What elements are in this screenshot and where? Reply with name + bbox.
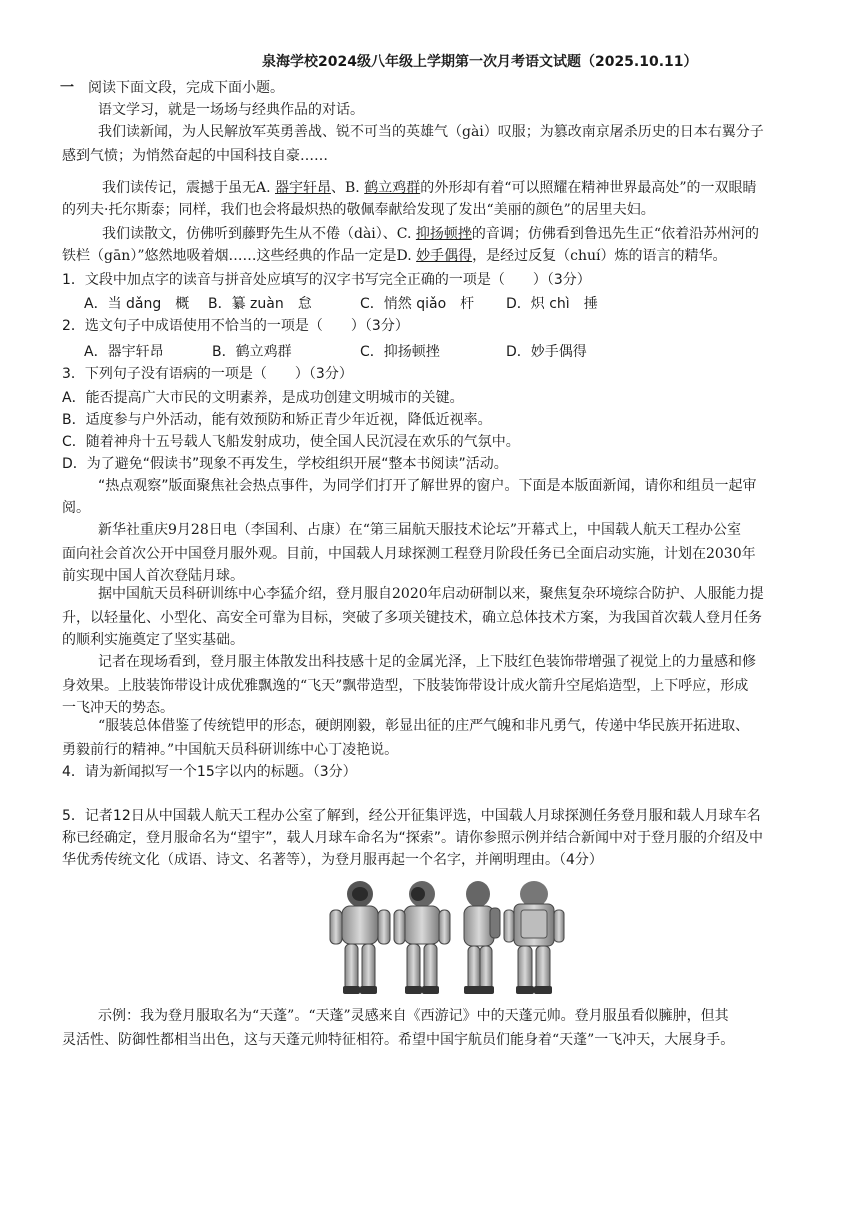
news-intro-line: 阅。 bbox=[62, 500, 90, 516]
question-1-option-a: A．当 dǎng 概 bbox=[84, 296, 190, 312]
passage-line: 语文学习，就是一场场与经典作品的对话。 bbox=[98, 102, 364, 118]
question-3-option-c: C．随着神舟十五号载人飞船发射成功，使全国人民沉浸在欢乐的气氛中。 bbox=[62, 434, 520, 450]
question-3-stem: 3．下列句子没有语病的一项是（ ）（3分） bbox=[62, 366, 353, 382]
question-1-option-d: D．炽 chì 捶 bbox=[506, 296, 598, 312]
question-2-stem: 2．选文句子中成语使用不恰当的一项是（ ）（3分） bbox=[62, 318, 409, 334]
question-1-stem: 1．文段中加点字的读音与拼音处应填写的汉字书写完全正确的一项是（ ）（3分） bbox=[62, 272, 591, 288]
question-1-option-b: B．纂 zuàn 怠 bbox=[208, 296, 312, 312]
news-line: 前实现中国人首次登陆月球。 bbox=[62, 568, 244, 584]
example-line: 示例：我为登月服取名为“天蓬”。“天蓬”灵感来自《西游记》中的天蓬元帅。登月服虽看似臃肿，但其 bbox=[98, 1008, 729, 1024]
idiom-a: 器宇轩昂 bbox=[275, 180, 332, 196]
question-1-option-c: C．悄然 qiǎo 杆 bbox=[360, 296, 475, 312]
passage-line bbox=[62, 246, 726, 266]
news-line: 勇毅前行的精神。”中国航天员科研训练中心丁凌艳说。 bbox=[62, 742, 399, 758]
spacesuit-icon bbox=[318, 878, 570, 996]
news-line: 据中国航天员科研训练中心李猛介绍，登月服自2020年启动研制以来，聚焦复杂环境综合防护、人服能力提 bbox=[98, 586, 764, 602]
text-span: 的外形却有着“可以照耀在精神世界最高处”的一双眼睛 bbox=[420, 180, 757, 196]
news-line: 升，以轻量化、小型化、高安全可靠为目标，突破了多项关键技术，确立总体技术方案，为我国首次载人登月任务 bbox=[62, 610, 762, 626]
page-title: 泉海学校2024级八年级上学期第一次月考语文试题（2025.10.11） bbox=[262, 54, 698, 70]
news-line: 记者在现场看到，登月服主体散发出科技感十足的金属光泽，上下肢红色装饰带增强了视觉上的力量感和修 bbox=[98, 654, 756, 670]
section-intro: 阅读下面文段，完成下面小题。 bbox=[88, 80, 284, 96]
spacesuit-front-icon bbox=[330, 881, 390, 994]
text-span: 我们读传记，震撼于虽无A. bbox=[102, 180, 276, 196]
text-span: 、B. bbox=[331, 180, 365, 196]
idiom-c: 抑扬顿挫 bbox=[415, 226, 472, 242]
text-span: ，是经过反复（chuí）炼的语言的精华。 bbox=[472, 248, 727, 264]
question-5-line: 称已经确定，登月服命名为“望宇”，载人月球车命名为“探索”。请你参照示例并结合新闻中对于登月服的介绍及中 bbox=[62, 830, 764, 846]
question-3-option-d: D．为了避免“假读书”现象不再发生，学校组织开展“整本书阅读”活动。 bbox=[62, 456, 508, 472]
question-2-option-d: D．妙手偶得 bbox=[506, 344, 587, 360]
passage-line bbox=[102, 178, 757, 198]
question-5-line: 5．记者12日从中国载人航天工程办公室了解到，经公开征集评选，中国载人月球探测任务登月服和载人月球车名 bbox=[62, 808, 761, 824]
question-3-option-a: A．能否提高广大市民的文明素养，是成功创建文明城市的关键。 bbox=[62, 390, 464, 406]
passage-line: 我们读新闻，为人民解放军英勇善战、锐不可当的英雄气（gài）叹服；为篡改南京屠杀历史的日本右翼分子 bbox=[98, 124, 764, 140]
idiom-d: 妙手偶得 bbox=[416, 248, 473, 264]
section-number: 一 bbox=[60, 80, 74, 96]
question-2-option-c: C．抑扬顿挫 bbox=[360, 344, 440, 360]
text-span: 铁栏（gān）”悠然地吸着烟……这些经典的作品一定是D. bbox=[62, 248, 417, 264]
question-3-option-b: B．适度参与户外活动，能有效预防和矫正青少年近视，降低近视率。 bbox=[62, 412, 492, 428]
spacesuit-back-icon bbox=[504, 881, 564, 994]
news-line: 的顺利实施奠定了坚实基础。 bbox=[62, 632, 244, 648]
question-4-stem: 4．请为新闻拟写一个15字以内的标题。（3分） bbox=[62, 764, 357, 780]
news-intro-line: “热点观察”版面聚焦社会热点事件，为同学们打开了解世界的窗户。下面是本版面新闻，请你和组员一起审 bbox=[98, 478, 757, 494]
passage-line: 的列夫·托尔斯泰；同样，我们也会将最炽热的敬佩奉献给发现了发出“美丽的颜色”的居里夫妇。 bbox=[62, 202, 655, 218]
idiom-b: 鹤立鸡群 bbox=[364, 180, 421, 196]
news-line: 新华社重庆9月28日电（李国利、占康）在“第三届航天服技术论坛”开幕式上，中国载人航天工程办公室 bbox=[98, 522, 742, 538]
spacesuit-figure bbox=[318, 878, 570, 996]
news-line: 一飞冲天的势态。 bbox=[62, 700, 174, 716]
question-2-option-b: B．鹤立鸡群 bbox=[212, 344, 292, 360]
news-line: 身效果。上肢装饰带设计成优雅飘逸的“飞天”飘带造型，下肢装饰带设计成火箭升空尾焰造型，上下呼应，形成 bbox=[62, 678, 749, 694]
news-line: “服装总体借鉴了传统铠甲的形态，硬朗刚毅，彰显出征的庄严气魄和非凡勇气，传递中华民族开拓进取、 bbox=[98, 718, 750, 734]
spacesuit-angle-icon bbox=[394, 881, 450, 994]
spacesuit-side-icon bbox=[464, 881, 500, 994]
text-span: 的音调；仿佛看到鲁迅先生正“依着沿苏州河的 bbox=[471, 226, 760, 242]
text-span: 我们读散文，仿佛听到藤野先生从不倦（dài）、C. bbox=[102, 226, 416, 242]
question-5-line: 华优秀传统文化（成语、诗文、名著等），为登月服再起一个名字，并阐明理由。（4分） bbox=[62, 852, 603, 868]
question-2-option-a: A．器宇轩昂 bbox=[84, 344, 164, 360]
passage-line: 感到气愤；为悄然奋起的中国科技自豪…… bbox=[62, 148, 328, 164]
passage-line bbox=[102, 224, 759, 244]
news-line: 面向社会首次公开中国登月服外观。目前，中国载人月球探测工程登月阶段任务已全面启动实施，计划在2030年 bbox=[62, 546, 756, 562]
example-line: 灵活性、防御性都相当出色，这与天蓬元帅特征相符。希望中国宇航员们能身着“天蓬”一飞冲天，大展身手。 bbox=[62, 1032, 735, 1048]
